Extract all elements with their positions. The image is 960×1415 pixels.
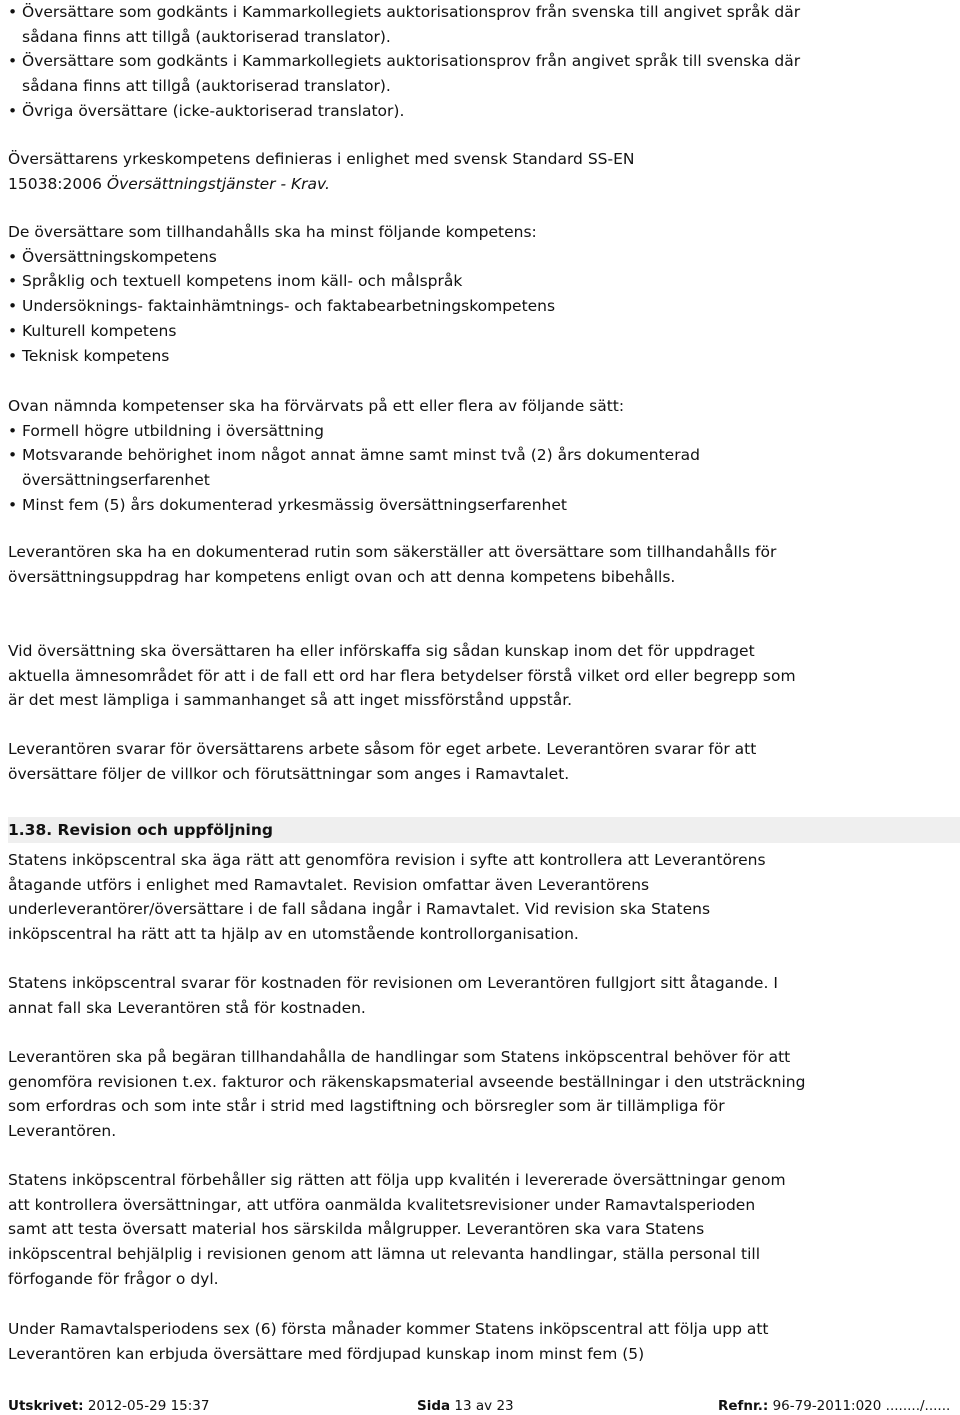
list-item: • Motsvarande behörighet inom något annat ämne samt minst två (2) års dokumenterad översättningserfarenhet	[8, 443, 782, 492]
standard-paragraph	[8, 147, 953, 196]
knowledge-paragraph: Vid översättning ska översättaren ha eller införskaffa sig sådan kunskap inom det för uppdraget aktuella ämnesområdet för att i de fall ett ord har flera betydelser förstå vilket ord eller begrepp som är det mest lämpliga i sammanhanget så att inget missförstånd uppstår.	[8, 642, 796, 710]
section-paragraph: Under Ramavtalsperiodens sex (6) första månader kommer Statens inköpscentral att följa upp att Leverantören kan erbjuda översättare med fördjupad kunskap inom minst fem (5)	[8, 1320, 769, 1363]
list-item: • Kulturell kompetens	[8, 319, 953, 344]
list-item: • Teknisk kompetens	[8, 344, 953, 369]
competence-intro: De översättare som tillhandahålls ska ha minst följande kompetens:	[8, 223, 537, 241]
section-paragraph: Statens inköpscentral ska äga rätt att genomföra revision i syfte att kontrollera att Leverantörens åtagande utförs i enlighet med Ramavtalet. Revision omfattar även Leverantörens underleverantörer/översättare i de fall sådana ingår i Ramavtalet. Vid revision ska Statens inköpscentral ha rätt att ta hjälp av en utomstående kontrollorganisation.	[8, 851, 766, 944]
acquired-intro: Ovan nämnda kompetenser ska ha förvärvats på ett eller flera av följande sätt:	[8, 397, 625, 415]
routine-paragraph: Leverantören ska ha en dokumenterad rutin som säkerställer att översättare som tillhandahålls för översättningsuppdrag har kompetens enligt ovan och att denna kompetens bibehålls.	[8, 543, 777, 586]
list-item: • Minst fem (5) års dokumenterad yrkesmässig översättningserfarenhet	[8, 493, 953, 518]
section-heading: 1.38. Revision och uppföljning	[8, 821, 273, 839]
page-number: Sida 13 av 23	[417, 1398, 514, 1414]
section-paragraph: Statens inköpscentral svarar för kostnaden för revisionen om Leverantören fullgjort sitt åtagande. I annat fall ska Leverantören stå för kostnaden.	[8, 974, 778, 1017]
section-paragraph: Statens inköpscentral förbehåller sig rätten att följa upp kvalitén i levererade översättningar genom att kontrollera översättningar, att utföra oanmälda kvalitetsrevisioner under Ramavtalsperioden samt att testa översatt material hos särskilda målgrupper. Leverantören ska vara Statens inköpscentral behjälplig i revisionen genom att lämna ut relevanta handlingar, ställa personal till förfogande för frågor o dyl.	[8, 1171, 786, 1288]
section-paragraph: Leverantören ska på begäran tillhandahålla de handlingar som Statens inköpscentral behöver för att genomföra revisionen t.ex. fakturor och räkenskapsmaterial avseende beställningar i den utsträckning som erfordras och som inte står i strid med lagstiftning och börsregler som är tillämpliga för Leverantören.	[8, 1048, 806, 1141]
translator-type-list	[8, 0, 953, 124]
standard-text: Översättarens yrkeskompetens definieras i enlighet med svensk Standard SS-EN 15038:2006	[8, 150, 635, 193]
reference-number: Refnr.: 96-79-2011:020 ......../......	[718, 1398, 951, 1414]
list-item: • Översättningskompetens	[8, 245, 953, 270]
acquired-section	[8, 394, 953, 518]
list-item: • Övriga översättare (icke-auktoriserad translator).	[8, 99, 953, 124]
responsible-paragraph: Leverantören svarar för översättarens arbete såsom för eget arbete. Leverantören svarar för att översättare följer de villkor och förutsättningar som anges i Ramavtalet.	[8, 740, 757, 783]
list-item: • Översättare som godkänts i Kammarkollegiets auktorisationsprov från angivet språk till svenska där sådana finns att tillgå (auktoriserad translator).	[8, 49, 812, 98]
competence-section	[8, 220, 953, 368]
printed-date: Utskrivet: 2012-05-29 15:37	[8, 1398, 210, 1414]
list-item: • Formell högre utbildning i översättning	[8, 419, 953, 444]
standard-title: Översättningstjänster - Krav.	[106, 174, 330, 193]
list-item: • Översättare som godkänts i Kammarkollegiets auktorisationsprov från svenska till angivet språk där sådana finns att tillgå (auktoriserad translator).	[8, 0, 812, 49]
list-item: • Språklig och textuell kompetens inom käll- och målspråk	[8, 269, 953, 294]
list-item: • Undersöknings- faktainhämtnings- och faktabearbetningskompetens	[8, 294, 953, 319]
